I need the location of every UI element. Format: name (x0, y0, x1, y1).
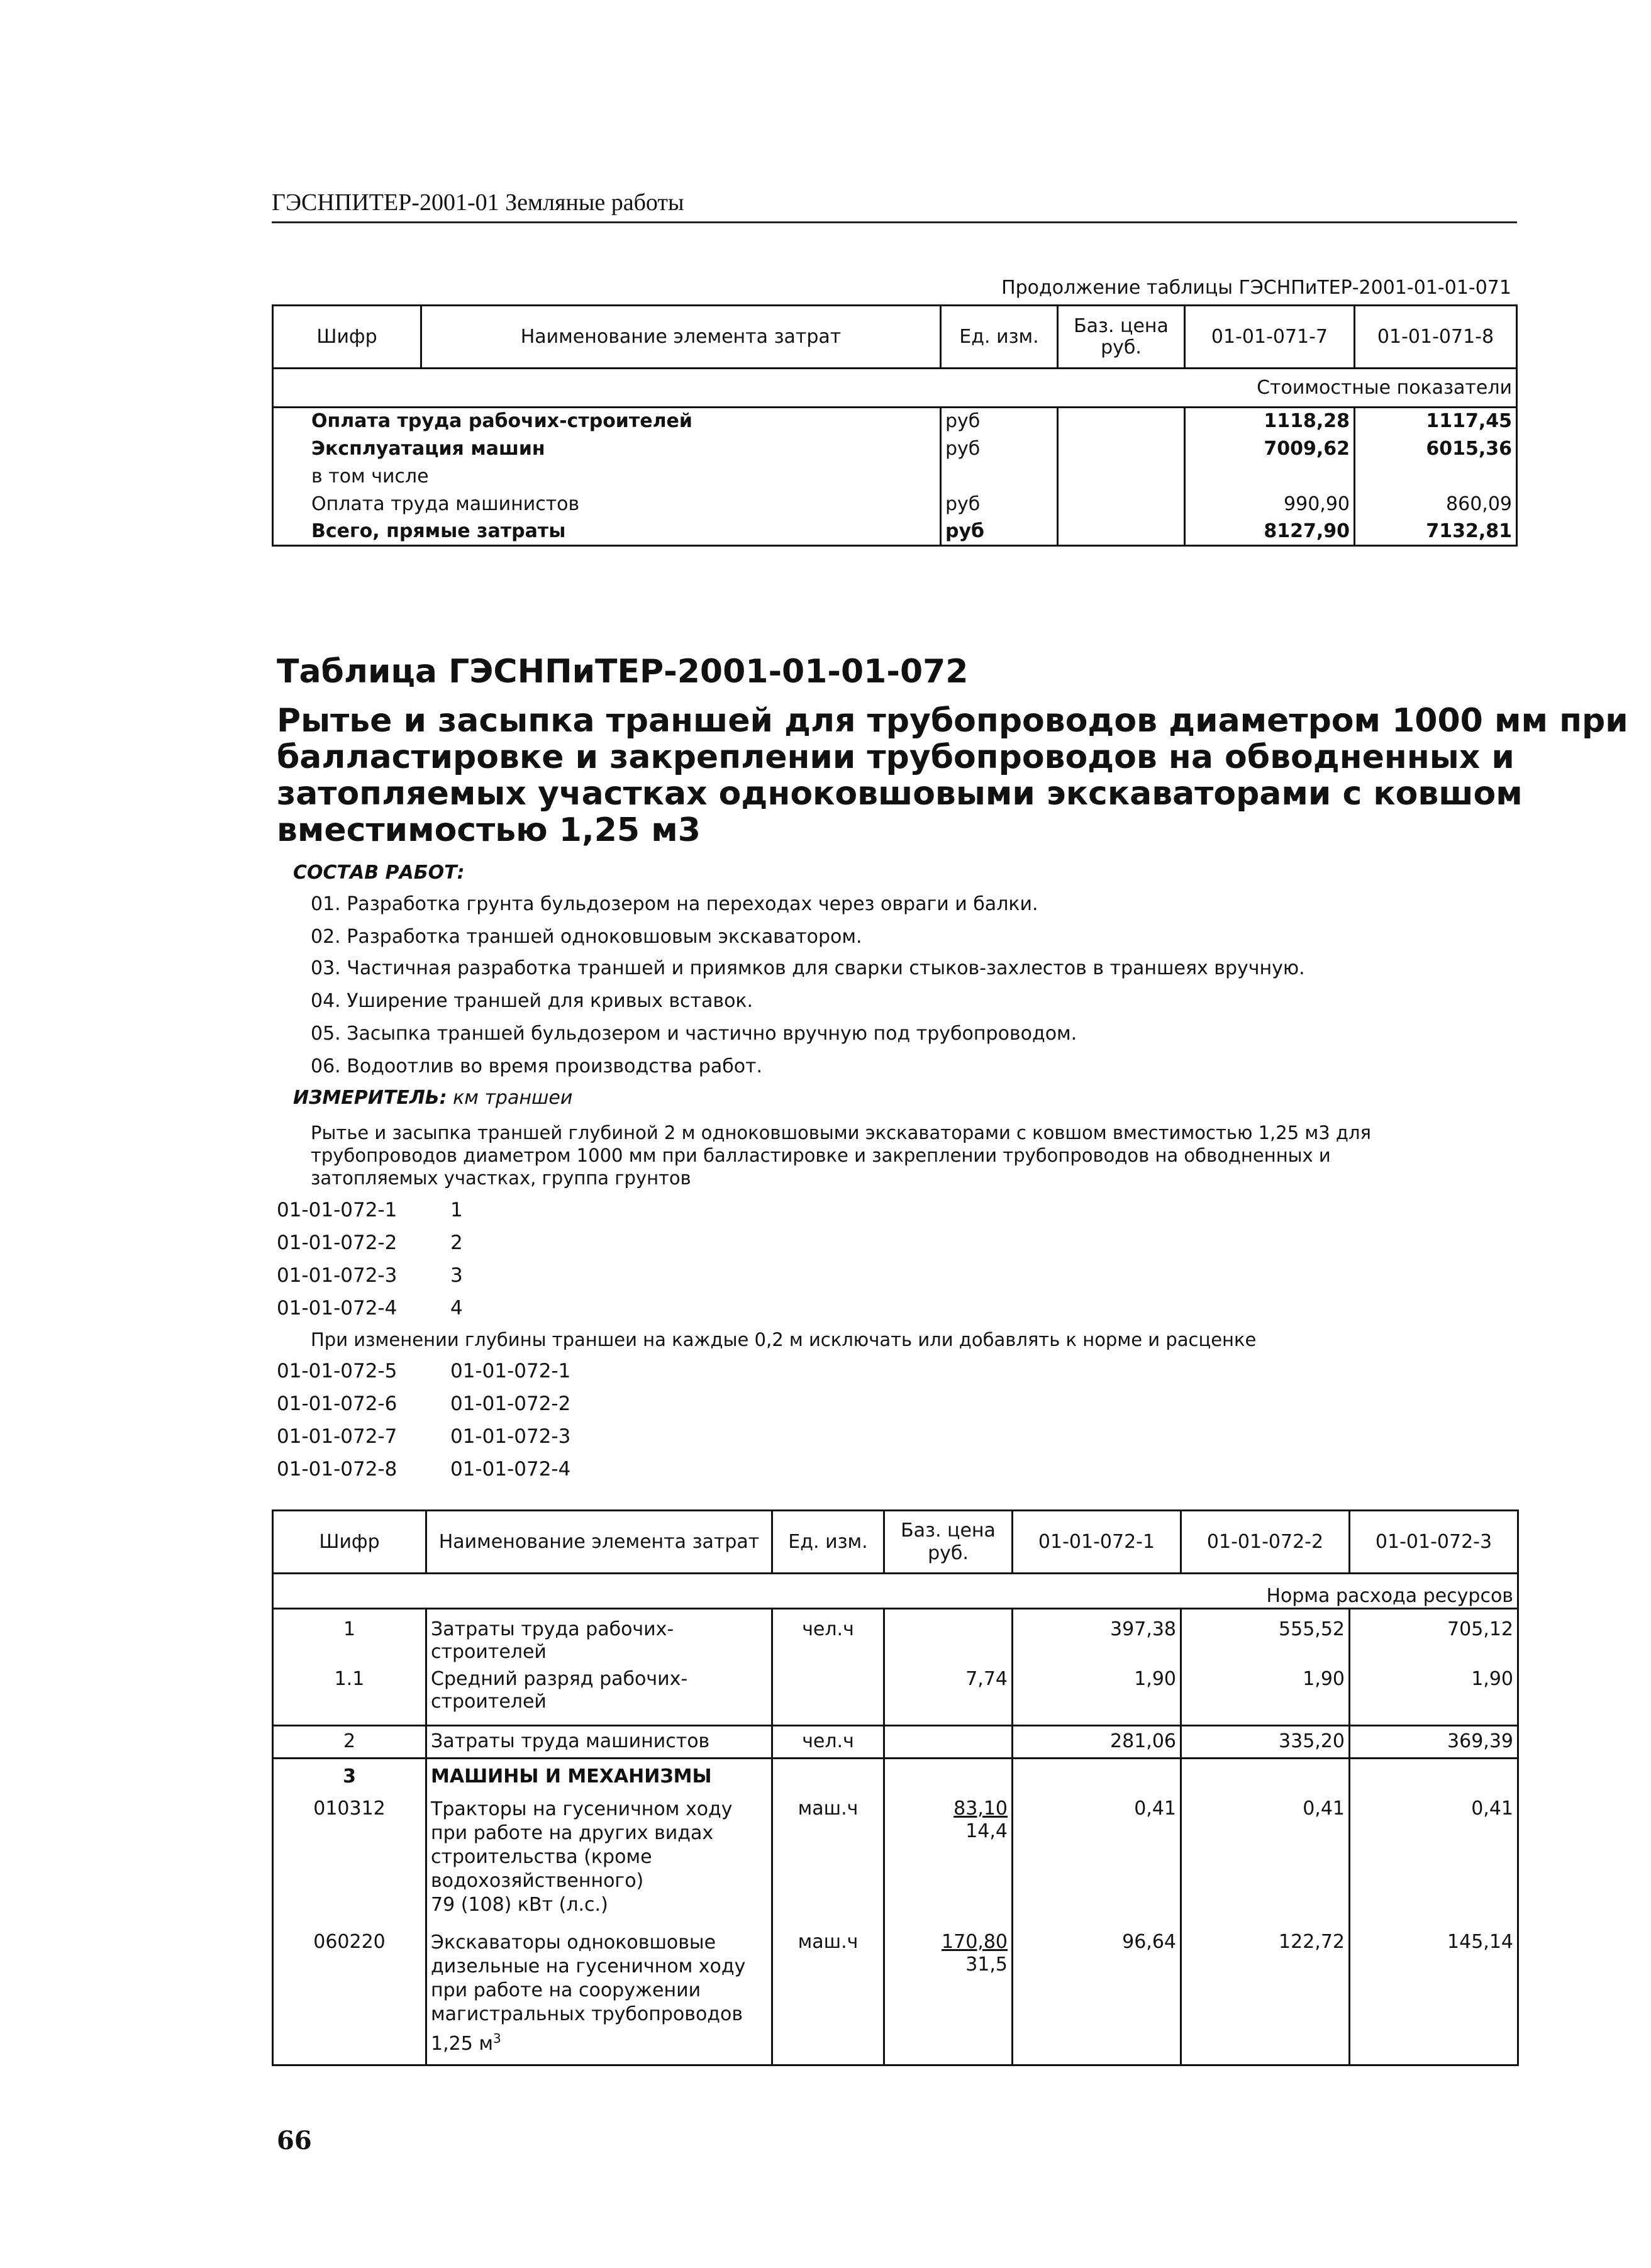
resource-value: 1,90 (1181, 1665, 1350, 1726)
machine-value: 145,14 (1350, 1928, 1518, 2065)
resource-price: 7,74 (884, 1665, 1013, 1726)
resource-value: 369,39 (1350, 1726, 1518, 1759)
resource-name-line: строителей (431, 1641, 547, 1663)
resource-unit: чел.ч (772, 1609, 884, 1665)
cost-name: Эксплуатация машин (273, 435, 941, 463)
machine-value: 0,41 (1181, 1794, 1350, 1928)
machine-name-line: водохозяйственного) (431, 1869, 644, 1892)
resource-name-line: строителей (431, 1690, 547, 1713)
table-title-line: балластировке и закреплении трубопроводов на обводненных и (277, 738, 1515, 776)
table-row (273, 1759, 1518, 1794)
works-heading: СОСТАВ РАБОТ: (293, 862, 465, 884)
resource-norms-table (272, 1509, 1519, 2066)
table-header-row (273, 306, 1517, 369)
machine-unit: маш.ч (772, 1928, 884, 2065)
table-title-line: Рытье и засыпка траншей для трубопроводов диаметром 1000 мм при (277, 702, 1628, 740)
column-header: 01-01-072-3 (1350, 1511, 1518, 1574)
machine-name-line (431, 2026, 767, 2056)
machine-name-line: Тракторы на гусеничном ходу (431, 1798, 733, 1820)
resource-value: 1,90 (1013, 1665, 1181, 1726)
resource-code: 2 (273, 1726, 426, 1759)
resource-value: 281,06 (1013, 1726, 1181, 1759)
table-row (273, 463, 1517, 491)
section-row (273, 1574, 1518, 1609)
work-item: 06. Водоотлив во время производства работ. (311, 1055, 763, 1077)
cost-value: 7132,81 (1355, 518, 1517, 546)
resource-unit: чел.ч (772, 1726, 884, 1759)
cost-value: 1117,45 (1355, 408, 1517, 435)
machine-name-line: строительства (кроме (431, 1845, 652, 1868)
depth-note: При изменении глубины траншеи на каждые 0,2 м исключать или добавлять к норме и расценке (311, 1329, 1257, 1350)
machine-value: 0,41 (1350, 1794, 1518, 1928)
resource-name-line: Средний разряд рабочих- (431, 1667, 688, 1690)
resource-value: 555,52 (1181, 1609, 1350, 1665)
machine-name-line: 79 (108) кВт (л.с.) (431, 1893, 608, 1916)
table-row (273, 1928, 1518, 2065)
column-header: Ед. изм. (772, 1511, 884, 1574)
resource-price (884, 1609, 1013, 1665)
resource-group-name: МАШИНЫ И МЕХАНИЗМЫ (426, 1759, 772, 1794)
resource-code: 3 (273, 1759, 426, 1794)
machine-price-value: 170,80 (942, 1930, 1008, 1953)
group-value: 1 (450, 1199, 463, 1221)
machine-code: 010312 (273, 1794, 426, 1928)
work-item: 02. Разработка траншей одноковшовым экскаватором. (311, 926, 862, 948)
cost-value: 6015,36 (1355, 435, 1517, 463)
cost-unit: руб (941, 435, 1058, 463)
depth-ref: 01-01-072-1 (450, 1360, 571, 1382)
table-row (273, 408, 1517, 435)
table-row (273, 1794, 1518, 1928)
depth-code: 01-01-072-8 (277, 1458, 397, 1481)
column-header: Наименование элемента затрат (426, 1511, 772, 1574)
machine-name-text: 1,25 м (431, 2032, 493, 2055)
resource-value: 397,38 (1013, 1609, 1181, 1665)
table-title-line: затопляемых участках одноковшовыми экскаваторами с ковшом (277, 775, 1523, 813)
column-header: Баз. цена руб. (884, 1511, 1013, 1574)
description-line: Рытье и засыпка траншей глубиной 2 м одноковшовыми экскаваторами с ковшом вместимостью 1,25 м3 для (311, 1122, 1371, 1143)
meter-label: ИЗМЕРИТЕЛЬ: (293, 1087, 447, 1109)
group-code: 01-01-072-4 (277, 1297, 397, 1320)
machine-name-line: дизельные на гусеничном ходу (431, 1955, 746, 1977)
resource-value: 335,20 (1181, 1726, 1350, 1759)
table-row (273, 518, 1517, 546)
resource-code: 1 (273, 1609, 426, 1665)
cost-name: Оплата труда машинистов (273, 491, 941, 518)
table-number-heading: Таблица ГЭСНПиТЕР-2001-01-01-072 (277, 653, 969, 691)
machine-name-line: магистральных трубопроводов (431, 2003, 743, 2025)
group-value: 3 (450, 1264, 463, 1287)
superscript: 3 (492, 2030, 501, 2046)
group-code: 01-01-072-3 (277, 1264, 397, 1287)
cost-name: в том числе (273, 463, 941, 491)
resource-code: 1.1 (273, 1665, 426, 1726)
depth-ref: 01-01-072-2 (450, 1392, 571, 1415)
machine-name (426, 1928, 772, 2065)
column-header: Шифр (273, 306, 421, 369)
column-header: 01-01-072-1 (1013, 1511, 1181, 1574)
cost-value: 7009,62 (1185, 435, 1355, 463)
work-item: 04. Уширение траншей для кривых вставок. (311, 990, 753, 1012)
table-row (273, 1609, 1518, 1665)
header-divider (272, 221, 1517, 223)
table-row (273, 1726, 1518, 1759)
depth-code: 01-01-072-6 (277, 1392, 397, 1415)
machine-price-value: 83,10 (953, 1797, 1008, 1820)
machine-unit: маш.ч (772, 1794, 884, 1928)
group-value: 4 (450, 1297, 463, 1320)
machine-value: 0,41 (1013, 1794, 1181, 1928)
column-header: Наименование элемента затрат (421, 306, 941, 369)
column-header: Баз. цена руб. (1058, 306, 1185, 369)
column-header: Шифр (273, 1511, 426, 1574)
column-header: Ед. изм. (941, 306, 1058, 369)
cost-unit: руб (941, 491, 1058, 518)
machine-name-line: при работе на других видах (431, 1821, 714, 1844)
depth-code: 01-01-072-5 (277, 1360, 397, 1382)
cost-name: Всего, прямые затраты (273, 518, 941, 546)
work-item: 01. Разработка грунта бульдозером на переходах через овраги и балки. (311, 893, 1038, 915)
depth-ref: 01-01-072-3 (450, 1425, 571, 1448)
table-row (273, 435, 1517, 463)
machine-value: 122,72 (1181, 1928, 1350, 2065)
cost-indicators-table (272, 304, 1518, 547)
section-label: Стоимостные показатели (273, 369, 1517, 408)
cost-value: 8127,90 (1185, 518, 1355, 546)
work-item: 03. Частичная разработка траншей и приямков для сварки стыков-захлестов в траншеях вручную. (311, 957, 1305, 979)
column-header: 01-01-071-7 (1185, 306, 1355, 369)
description-line: затопляемых участках, группа грунтов (311, 1167, 691, 1189)
cost-value: 860,09 (1355, 491, 1517, 518)
resource-name (426, 1665, 772, 1726)
depth-code: 01-01-072-7 (277, 1425, 397, 1448)
group-value: 2 (450, 1231, 463, 1254)
meter-value: км траншеи (453, 1087, 573, 1109)
machine-name (426, 1794, 772, 1928)
resource-value: 705,12 (1350, 1609, 1518, 1665)
table-continuation-caption: Продолжение таблицы ГЭСНПиТЕР-2001-01-01-071 (1001, 277, 1511, 299)
table-header-row (273, 1511, 1518, 1574)
cost-unit: руб (941, 518, 1058, 546)
running-header: ГЭСНПИТЕР-2001-01 Земляные работы (272, 189, 684, 216)
group-code: 01-01-072-1 (277, 1199, 397, 1221)
cost-value: 990,90 (1185, 491, 1355, 518)
machine-price-labor: 14,4 (965, 1820, 1008, 1842)
section-row (273, 369, 1517, 408)
machine-name-line: Экскаваторы одноковшовые (431, 1931, 716, 1954)
work-item: 05. Засыпка траншей бульдозером и частично вручную под трубопроводом. (311, 1023, 1077, 1045)
column-header: 01-01-071-8 (1355, 306, 1517, 369)
resource-name (426, 1609, 772, 1665)
resource-name: Затраты труда машинистов (426, 1726, 772, 1759)
resource-name-line: Затраты труда рабочих- (431, 1618, 674, 1640)
cost-unit: руб (941, 408, 1058, 435)
machine-price (884, 1928, 1013, 2065)
cost-value: 1118,28 (1185, 408, 1355, 435)
depth-ref: 01-01-072-4 (450, 1458, 571, 1481)
machine-name-line: при работе на сооружении (431, 1979, 701, 2001)
machine-code: 060220 (273, 1928, 426, 2065)
table-row (273, 491, 1517, 518)
table-title-line: вместимостью 1,25 м3 (277, 811, 701, 849)
resource-unit (772, 1665, 884, 1726)
cost-name: Оплата труда рабочих-строителей (273, 408, 941, 435)
column-header: 01-01-072-2 (1181, 1511, 1350, 1574)
page-number: 66 (277, 2126, 312, 2155)
machine-price (884, 1794, 1013, 1928)
group-code: 01-01-072-2 (277, 1231, 397, 1254)
machine-price-labor: 31,5 (965, 1953, 1008, 1976)
table-row (273, 1665, 1518, 1726)
machine-value: 96,64 (1013, 1928, 1181, 2065)
meter-line (293, 1087, 572, 1109)
section-label: Норма расхода ресурсов (273, 1574, 1518, 1609)
resource-value: 1,90 (1350, 1665, 1518, 1726)
description-line: трубопроводов диаметром 1000 мм при балластировке и закреплении трубопроводов на обводненных и (311, 1145, 1331, 1166)
